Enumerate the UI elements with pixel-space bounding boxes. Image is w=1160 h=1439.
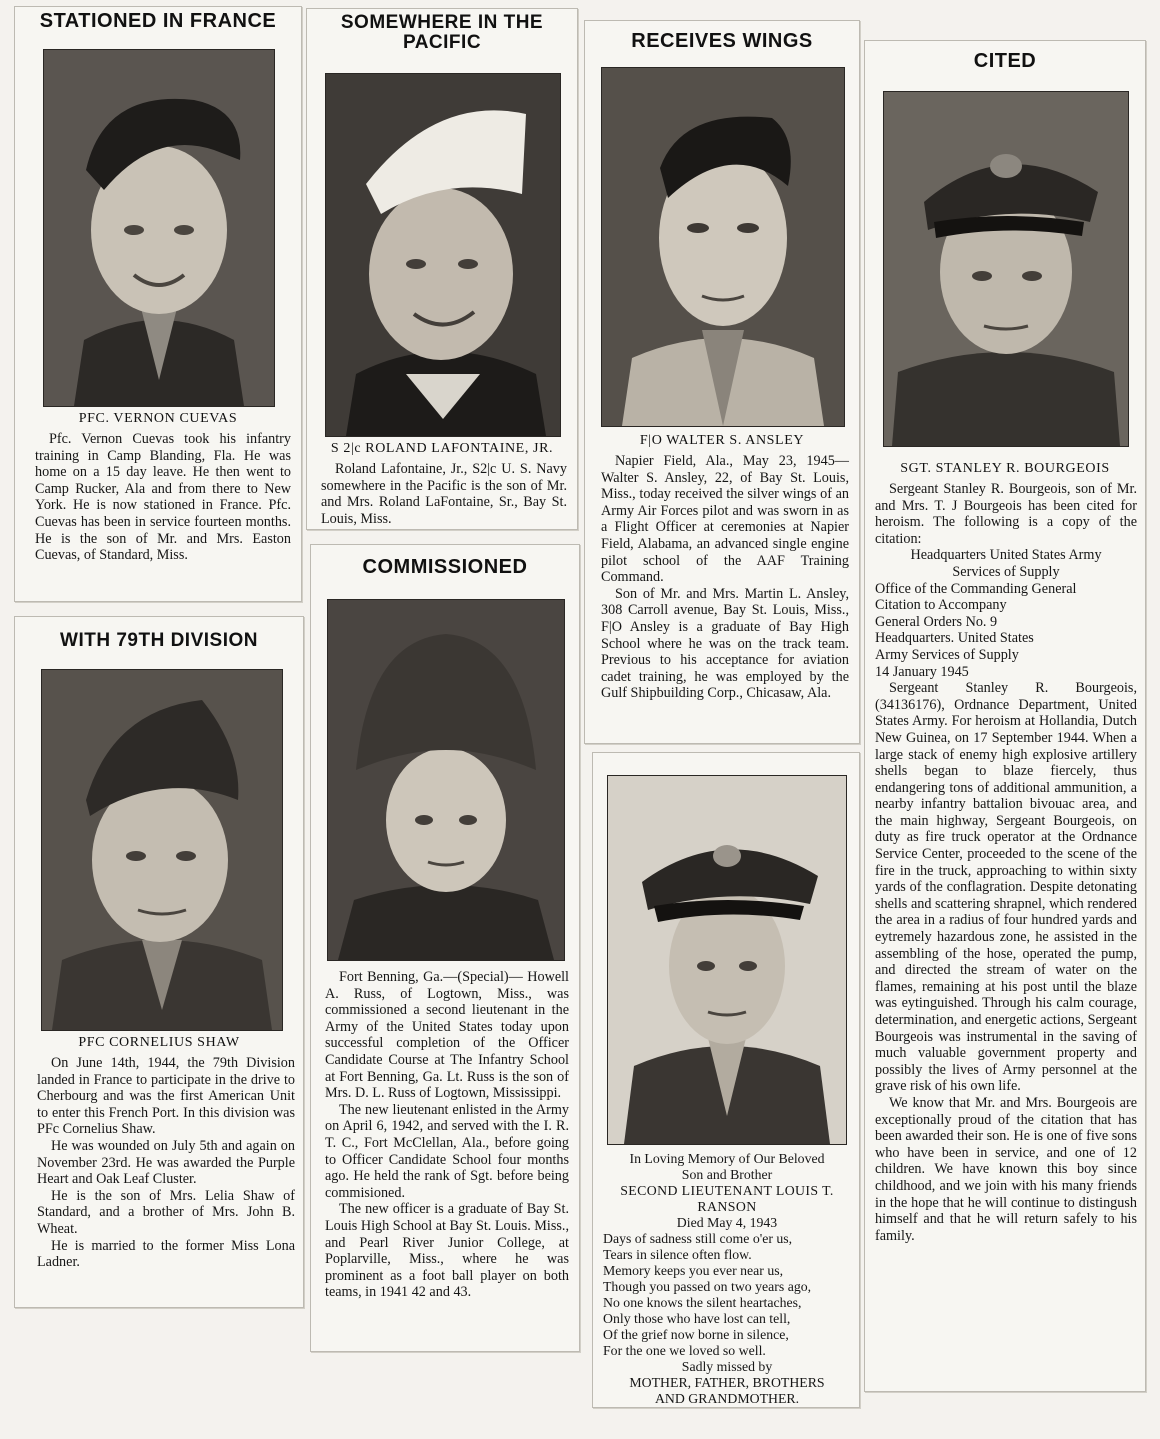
paragraph: Fort Benning, Ga.—(Special)— Howell A. Russ, of Logtown, Miss., was commissioned a second lieutenant in the Army of the United States today upon successful completion of the Officer Candidate Course at The Infantry School at Fort Benning, Ga. Lt. Russ is the son of Mrs. D. L. Russ of Logtown, Mississippi.	[325, 969, 569, 1102]
poem-line: Days of sadness still come o'er us,	[603, 1231, 793, 1246]
paragraph: Napier Field, Ala., May 23, 1945— Walter S. Ansley, 22, of Bay St. Louis, Miss., today received the silver wings of an Army Air Forces pilot and was sworn in as a Flight Officer at ceremonies at Napier Field, Alabama, an advanced single engine pilot school of the AAF Training Command.	[601, 453, 849, 586]
poem-line: Only those who have lost can tell,	[603, 1311, 791, 1326]
paragraph: He was wounded on July 5th and again on November 23rd. He was awarded the Purple Heart and Oak Leaf Cluster.	[37, 1137, 295, 1188]
citation-orders	[875, 581, 1137, 681]
citation-line: Headquarters United States Army	[910, 547, 1102, 564]
citation-heading	[875, 547, 1137, 580]
article-body	[601, 453, 849, 702]
memorial-name: SECOND LIEUTENANT LOUIS T.	[620, 1183, 834, 1198]
poem-line: Tears in silence often flow.	[603, 1247, 752, 1262]
memorial-family: MOTHER, FATHER, BROTHERS	[629, 1375, 825, 1390]
poem-line: Of the grief now borne in silence,	[603, 1327, 789, 1342]
headline: WITH 79TH DIVISION	[60, 630, 258, 651]
portrait-photo	[43, 49, 275, 407]
caption: S 2|c ROLAND LAFONTAINE, JR.	[330, 441, 554, 456]
portrait-photo	[601, 67, 845, 427]
citation-line: Services of Supply	[952, 563, 1060, 580]
poem-line: No one knows the silent heartaches,	[603, 1295, 802, 1310]
paragraph: Sergeant Stanley R. Bourgeois, (34136176), Ordnance Department, United States Army. For heroism at Hollandia, Dutch New Guinea, on 17 September 1944. When a large stack of enemy high explosive artillery shells began to blaze fiercely, thus endangering tons of additional ammunition, a nearby infantry battalion bivouac area, and the main highway, Sergeant Bourgeois, on duty as fire truck operator at the Ordnance Service Center, proceeded to the scene of the fire in the truck, approaching to within sixty yards of the conflagration. Despite detonating shells and scattering shrapnel, which rendered the area in a radius of four hundred yards and eytremely hazardous zone, he assisted in the assembling of the hose, operated the pump, and directed the stream of water on the flames, remaining at his post until the blaze was eytinguished. Through his calm courage, determination, and energetic actions, Sergeant Bourgeois was instrumental in the saving of much valuable government property and possibly the lives of Army personnel at the grave risk of his own life.	[875, 680, 1137, 1095]
memorial-poem	[601, 1231, 853, 1359]
memorial-text	[601, 1151, 853, 1407]
clipping-cuevas	[14, 6, 302, 602]
citation-line: Citation to Accompany	[875, 597, 1007, 614]
memorial-died: Died May 4, 1943	[676, 1215, 778, 1230]
article-body	[325, 969, 569, 1301]
headline: COMMISSIONED	[362, 556, 528, 578]
paragraph: Sergeant Stanley R. Bourgeois, son of Mr. and Mrs. T. J Bourgeois has been cited for heroism. The following is a copy of the citation:	[875, 481, 1137, 547]
caption: PFC. VERNON CUEVAS	[78, 411, 238, 426]
paragraph: Pfc. Vernon Cuevas took his infantry training in Camp Blanding, Fla. He was home on a 15 day leave. He then went to Camp Rucker, Ala and from there to New York. He is now stationed in France. Pfc. Cuevas has been in service fourteen months. He is the son of Mr. and Mrs. Easton Cuevas, of Standard, Miss.	[35, 431, 291, 564]
poem-line: For the one we loved so well.	[603, 1343, 766, 1358]
headline: RECEIVES WINGS	[631, 30, 813, 52]
article-body	[35, 431, 291, 564]
portrait-photo	[883, 91, 1129, 447]
paragraph: Son of Mr. and Mrs. Martin L. Ansley, 308 Carroll avenue, Bay St. Louis, Miss., F|O Ansley is a graduate of Bay High School where he was on the track team. Previous to his acceptance for aviation cadet training, he was employed by the Gulf Shipbuilding Corp., Chicasaw, Ala.	[601, 585, 849, 702]
portrait-photo	[327, 599, 565, 961]
article-body	[321, 461, 567, 527]
memorial-line: In Loving Memory of Our Beloved	[629, 1151, 825, 1166]
headline: CITED	[973, 50, 1037, 72]
headline: STATIONED IN FRANCE	[39, 10, 277, 32]
memorial-family: AND GRANDMOTHER.	[654, 1391, 800, 1406]
portrait-photo	[41, 669, 283, 1031]
paragraph: He is the son of Mrs. Lelia Shaw of Standard, and a brother of Mrs. John B. Wheat.	[37, 1187, 295, 1237]
poem-line: Memory keeps you ever near us,	[603, 1263, 784, 1278]
caption: SGT. STANLEY R. BOURGEOIS	[900, 461, 1110, 476]
citation-line: Office of the Commanding General	[875, 580, 1077, 597]
caption: PFC CORNELIUS SHAW	[78, 1035, 240, 1050]
paragraph: Roland Lafontaine, Jr., S2|c U. S. Navy somewhere in the Pacific is the son of Mr. and Mrs. Roland LaFontaine, Sr., Bay St. Louis, Miss.	[321, 461, 567, 527]
citation-line: General Orders No. 9	[875, 613, 998, 630]
paragraph: On June 14th, 1944, the 79th Division landed in France to participate in the drive to Cherbourg and was the first American Unit to enter this French Port. In this division was PFc Cornelius Shaw.	[37, 1055, 295, 1138]
clipping-shaw	[14, 616, 304, 1308]
poem-line: Though you passed on two years ago,	[603, 1279, 812, 1294]
memorial-name: RANSON	[697, 1199, 757, 1214]
article-body	[875, 481, 1137, 1244]
memorial-line: Sadly missed by	[681, 1359, 773, 1374]
paragraph: We know that Mr. and Mrs. Bourgeois are exceptionally proud of the citation that has been awarded their son. He is one of five sons who have been in service, and one of 12 children. We have known this boy since childhood, and we join with his many friends in the hope that he will continue to distingush himself and that he will return safely to his family.	[875, 1094, 1137, 1244]
clipping-bourgeois	[864, 40, 1146, 1392]
caption: F|O WALTER S. ANSLEY	[639, 433, 805, 448]
clipping-russ	[310, 544, 580, 1352]
memorial-line: Son and Brother	[681, 1167, 773, 1182]
portrait-photo	[607, 775, 847, 1145]
citation-line: Headquarters. United States	[875, 630, 1034, 647]
article-body	[37, 1055, 295, 1271]
citation-line: 14 January 1945	[875, 663, 969, 680]
paragraph: The new lieutenant enlisted in the Army on April 6, 1942, and served with the I. R. T. C., Fort McClellan, Ala., before going to Officer Candidate School four months ago. He held the rank of Sgt. before being commisioned.	[325, 1101, 569, 1201]
paragraph: He is married to the former Miss Lona Ladner.	[37, 1237, 295, 1271]
portrait-photo	[325, 73, 561, 437]
paragraph: The new officer is a graduate of Bay St. Louis High School at Bay St. Louis. Miss., and Pearl River Junior College, at Poplarville, Miss., where he was prominent as a foot ball player on both teams, in 1941 42 and 43.	[325, 1201, 569, 1301]
headline: SOMEWHERE IN THE PACIFIC	[340, 12, 544, 53]
clipping-lafontaine	[306, 8, 578, 530]
clipping-ranson	[592, 752, 860, 1408]
citation-line: Army Services of Supply	[875, 646, 1019, 663]
clipping-ansley	[584, 20, 860, 744]
